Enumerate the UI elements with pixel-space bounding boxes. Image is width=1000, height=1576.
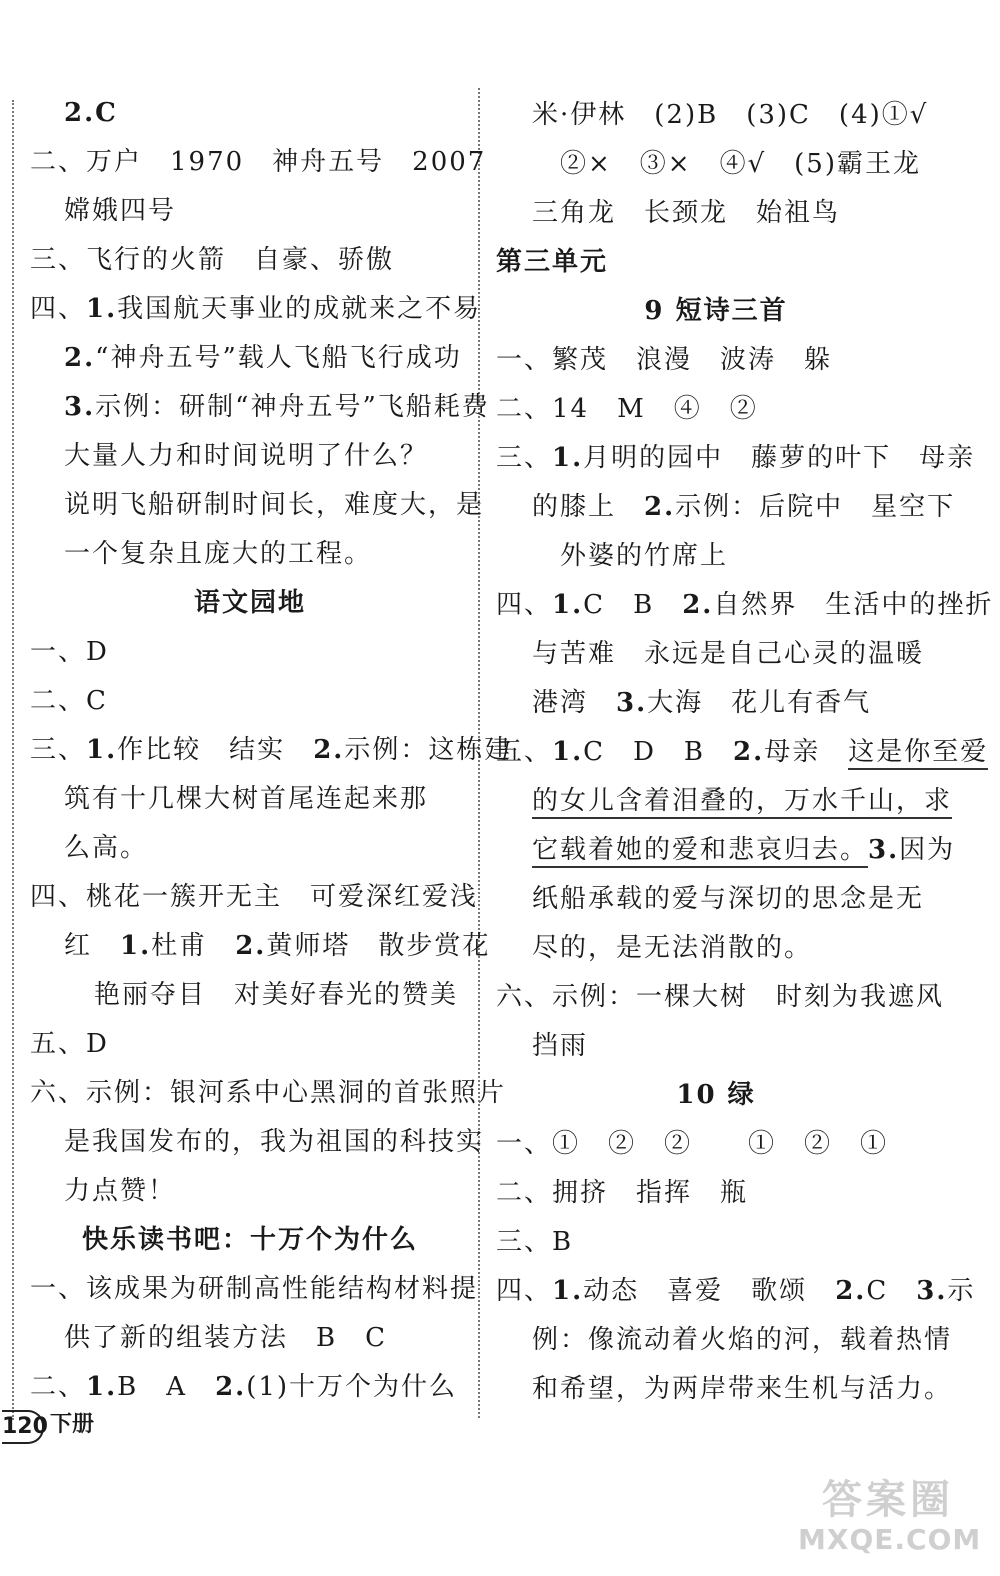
watermark-url: MXQE.COM	[798, 1523, 982, 1556]
left-line-5: 四、1.我国航天事业的成就来之不易	[30, 294, 482, 324]
unit-heading: 第三单元	[496, 247, 609, 277]
left-line-17: 红 1.杜甫 2.黄师塔 散步赏花	[64, 931, 491, 961]
left-line-4: 三、飞行的火箭 自豪、骄傲	[30, 245, 395, 275]
left-line-6: 2.“神舟五号”载人飞船飞行成功	[64, 343, 462, 373]
left-line-12: 二、C	[30, 686, 108, 716]
left-line-14: 筑有十几棵大树首尾连起来那	[64, 784, 429, 814]
page-number: 120	[2, 1410, 44, 1444]
right-line-7: 的膝上 2.示例：后院中 星空下	[532, 492, 956, 522]
left-line-22: 力点赞！	[64, 1176, 177, 1206]
right-line-9: 四、1.C B 2.自然界 生活中的挫折	[496, 590, 994, 620]
heading-yuwen-yuandi: 语文园地	[193, 588, 306, 618]
right-line-12: 五、1.C D B 2.母亲 这是你至爱	[496, 737, 988, 767]
right-line-20: 二、拥挤 指挥 瓶	[496, 1178, 749, 1208]
left-line-18: 艳丽夺目 对美好春光的赞美	[94, 980, 459, 1010]
left-line-13: 三、1.作比较 结实 2.示例：这栋建	[30, 735, 513, 765]
left-line-2: 二、万户 1970 神舟五号 2007	[30, 147, 487, 177]
left-line-20: 六、示例：银河系中心黑洞的首张照片	[30, 1078, 507, 1108]
right-line-18: 挡雨	[532, 1031, 589, 1061]
left-edge-dotted-line	[12, 100, 14, 1420]
left-line-24: 供了新的组装方法 B C	[64, 1323, 388, 1353]
left-line-25: 二、1.B A 2.(1)十万个为什么	[30, 1372, 458, 1402]
left-line-15: 么高。	[64, 833, 149, 863]
right-line-5: 二、14 M ④ ②	[496, 394, 758, 424]
right-line-15: 纸船承载的爱与深切的思念是无	[532, 884, 925, 914]
underlined-answer: 它载着她的爱和悲哀归去。	[532, 835, 868, 868]
right-line-22: 四、1.动态 喜爱 歌颂 2.C 3.示	[496, 1276, 976, 1306]
lesson-9-heading: 9 短诗三首	[644, 296, 788, 326]
left-line-10: 一个复杂且庞大的工程。	[64, 539, 373, 569]
right-line-21: 三、B	[496, 1227, 574, 1257]
heading-kuaile-dushu: 快乐读书吧：十万个为什么	[81, 1225, 418, 1255]
right-line-2: ②× ③× ④√ (5)霸王龙	[560, 149, 921, 179]
left-line-9: 说明飞船研制时间长，难度大，是	[64, 490, 485, 520]
left-line-21: 是我国发布的，我为祖国的科技实	[64, 1127, 485, 1157]
right-line-24: 和希望，为两岸带来生机与活力。	[532, 1374, 953, 1404]
right-line-23: 例：像流动着火焰的河，载着热情	[532, 1325, 953, 1355]
right-line-1: 米·伊林 (2)B (3)C (4)①√	[532, 100, 929, 130]
left-line-11: 一、D	[30, 637, 109, 667]
right-line-14: 它载着她的爱和悲哀归去。3.因为	[532, 835, 955, 865]
left-line-1: 2.C	[64, 98, 118, 128]
left-line-16: 四、桃花一簇开无主 可爱深红爱浅	[30, 882, 479, 912]
right-line-4: 一、繁茂 浪漫 波涛 躲	[496, 345, 833, 375]
underlined-answer: 的女儿含着泪叠的，万水千山，求	[532, 786, 952, 819]
right-line-13	[532, 786, 952, 816]
left-line-7: 3.示例：研制“神舟五号”飞船耗费	[64, 392, 490, 422]
right-line-6: 三、1.月明的园中 藤萝的叶下 母亲	[496, 443, 976, 473]
left-line-23: 一、该成果为研制高性能结构材料提	[30, 1274, 479, 1304]
right-line-17: 六、示例：一棵大树 时刻为我遮风	[496, 982, 945, 1012]
right-line-10: 与苦难 永远是自己心灵的温暖	[532, 639, 925, 669]
underlined-answer: 这是你至爱	[848, 737, 988, 770]
right-line-8: 外婆的竹席上	[560, 541, 729, 571]
left-line-8: 大量人力和时间说明了什么？	[64, 441, 429, 471]
watermark-title: 答案圈	[822, 1477, 954, 1523]
left-line-3: 嫦娥四号	[64, 196, 177, 226]
volume-label: 下册	[50, 1412, 95, 1437]
right-line-19: 一、① ② ② ① ② ①	[496, 1129, 889, 1159]
lesson-10-heading: 10 绿	[676, 1080, 756, 1110]
right-line-3: 三角龙 长颈龙 始祖鸟	[532, 198, 841, 228]
right-line-11: 港湾 3.大海 花儿有香气	[532, 688, 872, 718]
right-line-16: 尽的，是无法消散的。	[532, 933, 813, 963]
watermark-logo	[798, 1476, 982, 1566]
left-line-19: 五、D	[30, 1029, 109, 1059]
